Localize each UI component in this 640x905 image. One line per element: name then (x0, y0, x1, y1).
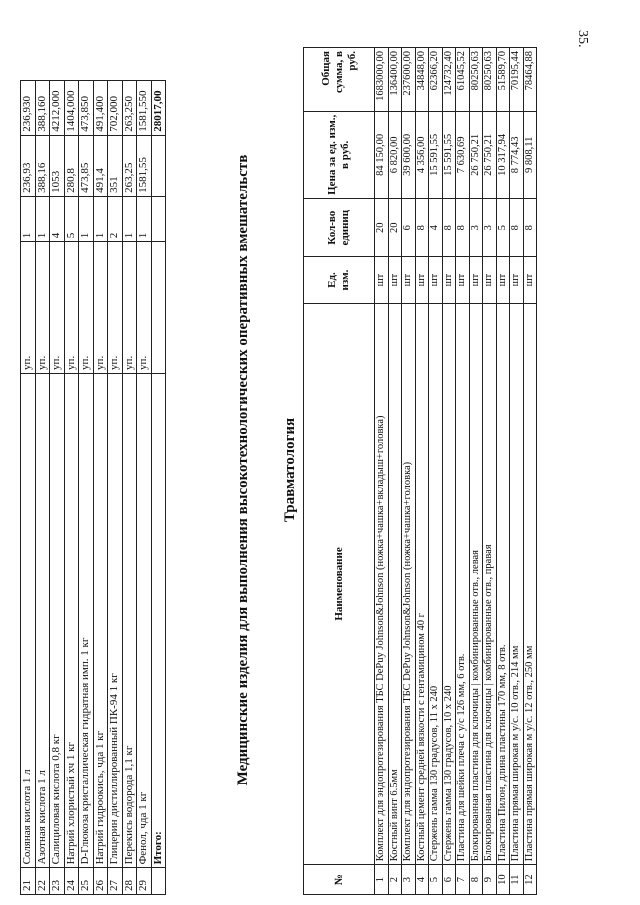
row-num: 8 (469, 865, 483, 895)
row-qty: 1 (122, 196, 137, 241)
table-row (402, 48, 416, 895)
row-num: 6 (442, 865, 456, 895)
row-name: Блокированная пластина для ключицы | комбинированные отв., левая (469, 303, 483, 865)
row-qty: 20 (375, 198, 389, 257)
row-name: Стержень гамма 130 градусов, 11 х 240 (429, 303, 443, 865)
row-unit: шт (469, 257, 483, 303)
row-qty: 8 (510, 198, 524, 257)
row-num: 24 (64, 868, 79, 895)
row-qty: 8 (442, 198, 456, 257)
row-num: 26 (93, 868, 108, 895)
row-unit: шт (402, 257, 416, 303)
row-price: 263,25 (122, 135, 137, 196)
row-num: 11 (510, 865, 524, 895)
row-unit: уп. (93, 242, 108, 374)
row-price: 26 750,21 (469, 111, 483, 198)
total-row (151, 81, 166, 895)
row-sum: 263,250 (122, 81, 137, 136)
row-sum: 4212,000 (50, 81, 65, 136)
total-label: Итого: (151, 373, 166, 867)
row-sum: 236,930 (21, 81, 36, 136)
row-price: 351 (108, 135, 123, 196)
row-unit: уп. (122, 242, 137, 374)
table-row (375, 48, 389, 895)
header-qty: Кол-во единиц (304, 198, 375, 257)
row-name: Пластина прямая широкая м у/с. 12 отв., 250 мм (523, 303, 537, 865)
total-empty (151, 868, 166, 895)
row-num: 28 (122, 868, 137, 895)
reagents-table (20, 80, 166, 895)
row-sum: 78464,88 (523, 48, 537, 112)
row-num: 7 (456, 865, 470, 895)
section-subheading: Травматология (282, 417, 298, 523)
header-price: Цена за ед. изм., в руб. (304, 111, 375, 198)
row-name: Блокированная пластина для ключицы | комбинированные отв., правая (483, 303, 497, 865)
row-price: 473,85 (79, 135, 94, 196)
header-name: Наименование (304, 303, 375, 865)
row-price: 491,4 (93, 135, 108, 196)
row-qty: 4 (50, 196, 65, 241)
row-unit: шт (388, 257, 402, 303)
total-value: 28017,00 (151, 81, 166, 136)
table-row (496, 48, 510, 895)
table-row (523, 48, 537, 895)
row-price: 8 774,43 (510, 111, 524, 198)
row-name: Пластина прямая широкая м у/с. 10 отв., 214 мм (510, 303, 524, 865)
row-name: Комплект для эндопротезирования ТБС DePuy Johnson&Johnson (ножка+чашка+головка) (402, 303, 416, 865)
row-num: 22 (35, 868, 50, 895)
table-row (50, 81, 65, 895)
row-sum: 34848,00 (415, 48, 429, 112)
row-qty: 3 (483, 198, 497, 257)
row-name: Салициловая кислота 0,8 кг (50, 373, 65, 867)
rotated-page-content (20, 15, 640, 895)
row-name: Фенол, чда 1 кг (137, 373, 152, 867)
row-sum: 1683000,00 (375, 48, 389, 112)
table-row (108, 81, 123, 895)
row-unit: уп. (137, 242, 152, 374)
row-sum: 51589,70 (496, 48, 510, 112)
row-num: 27 (108, 868, 123, 895)
row-num: 2 (388, 865, 402, 895)
row-unit: уп. (21, 242, 36, 374)
row-name: Пластина Пилон, длина пластины 170 мм, 8 отв. (496, 303, 510, 865)
row-name: D-Глюкоза кристаллическая гидратная имп. 1 кг (79, 373, 94, 867)
row-unit: шт (456, 257, 470, 303)
row-qty: 1 (93, 196, 108, 241)
row-qty: 4 (429, 198, 443, 257)
table-header-row (304, 48, 375, 895)
row-qty: 1 (137, 196, 152, 241)
row-sum: 702,000 (108, 81, 123, 136)
row-sum: 1581,550 (137, 81, 152, 136)
row-unit: шт (496, 257, 510, 303)
row-unit: шт (510, 257, 524, 303)
row-price: 280,8 (64, 135, 79, 196)
row-name: Перекись водорода 1,1 кг (122, 373, 137, 867)
row-unit: уп. (50, 242, 65, 374)
row-sum: 473,850 (79, 81, 94, 136)
row-price: 15 591,55 (429, 111, 443, 198)
header-unit: Ед. изм. (304, 257, 375, 303)
row-num: 4 (415, 865, 429, 895)
row-unit: шт (415, 257, 429, 303)
row-price: 39 600,00 (402, 111, 416, 198)
table-row (510, 48, 524, 895)
row-num: 21 (21, 868, 36, 895)
row-name: Костный винт 6.5мм (388, 303, 402, 865)
row-sum: 124732,40 (442, 48, 456, 112)
row-sum: 136400,00 (388, 48, 402, 112)
row-unit: шт (429, 257, 443, 303)
row-price: 236,93 (21, 135, 36, 196)
total-empty (151, 196, 166, 241)
row-num: 23 (50, 868, 65, 895)
row-price: 1581,55 (137, 135, 152, 196)
table-row (137, 81, 152, 895)
row-qty: 5 (496, 198, 510, 257)
row-sum: 62366,20 (429, 48, 443, 112)
row-unit: уп. (79, 242, 94, 374)
section-heading: Медицинские изделия для выполнения высокотехнологических оперативных вмешательств (235, 154, 251, 786)
row-sum: 70195,44 (510, 48, 524, 112)
row-price: 388,16 (35, 135, 50, 196)
row-name: Глицерин дистиллированный ПК-94 1 кг (108, 373, 123, 867)
row-num: 9 (483, 865, 497, 895)
table-row (79, 81, 94, 895)
row-price: 10 317,94 (496, 111, 510, 198)
header-num: № (304, 865, 375, 895)
row-unit: уп. (108, 242, 123, 374)
row-qty: 1 (79, 196, 94, 241)
row-num: 3 (402, 865, 416, 895)
row-name: Натрий хлористый хч 1 кг (64, 373, 79, 867)
row-qty: 8 (456, 198, 470, 257)
row-num: 5 (429, 865, 443, 895)
row-unit: уп. (64, 242, 79, 374)
row-name: Костный цемент средней вязкости с гентамицином 40 г (415, 303, 429, 865)
row-price: 1053 (50, 135, 65, 196)
row-qty: 6 (402, 198, 416, 257)
row-num: 12 (523, 865, 537, 895)
row-name: Соляная кислота 1 л (21, 373, 36, 867)
table-row (93, 81, 108, 895)
row-unit: шт (523, 257, 537, 303)
row-unit: шт (442, 257, 456, 303)
row-qty: 20 (388, 198, 402, 257)
page-number: 35. (575, 30, 590, 48)
row-sum: 61045,52 (456, 48, 470, 112)
row-sum: 80250,63 (483, 48, 497, 112)
total-empty (151, 135, 166, 196)
row-price: 6 820,00 (388, 111, 402, 198)
row-sum: 237600,00 (402, 48, 416, 112)
row-num: 29 (137, 868, 152, 895)
table-row (483, 48, 497, 895)
row-sum: 491,400 (93, 81, 108, 136)
header-sum: Общая сумма, в руб. (304, 48, 375, 112)
row-name: Комплект для эндопротезирования ТБС DePuy Johnson&Johnson (ножка+чашка+вкладыш+головка) (375, 303, 389, 865)
row-unit: шт (375, 257, 389, 303)
row-price: 84 150,00 (375, 111, 389, 198)
table-row (122, 81, 137, 895)
row-num: 1 (375, 865, 389, 895)
total-empty (151, 242, 166, 374)
table-row (21, 81, 36, 895)
row-price: 7 630,69 (456, 111, 470, 198)
table-row (35, 81, 50, 895)
row-price: 9 808,11 (523, 111, 537, 198)
row-name: Стержень гамма 130 градусов, 10 х 240 (442, 303, 456, 865)
row-price: 4 356,00 (415, 111, 429, 198)
row-sum: 80250,63 (469, 48, 483, 112)
table-row (456, 48, 470, 895)
row-name: Азотная кислота 1 л (35, 373, 50, 867)
table-row (429, 48, 443, 895)
row-qty: 3 (469, 198, 483, 257)
row-num: 25 (79, 868, 94, 895)
table-row (64, 81, 79, 895)
table-row (415, 48, 429, 895)
row-num: 10 (496, 865, 510, 895)
row-qty: 1 (21, 196, 36, 241)
row-qty: 8 (415, 198, 429, 257)
row-unit: уп. (35, 242, 50, 374)
row-qty: 2 (108, 196, 123, 241)
row-qty: 5 (64, 196, 79, 241)
row-qty: 1 (35, 196, 50, 241)
row-name: Натрий гидроокись, чда 1 кг (93, 373, 108, 867)
row-price: 15 591,55 (442, 111, 456, 198)
row-qty: 8 (523, 198, 537, 257)
table-row (469, 48, 483, 895)
table-row (388, 48, 402, 895)
row-price: 26 750,21 (483, 111, 497, 198)
row-sum: 1404,000 (64, 81, 79, 136)
row-name: Пластина для шейки плеча с у/с 126 мм, 6 отв. (456, 303, 470, 865)
row-sum: 388,160 (35, 81, 50, 136)
implants-table (303, 47, 537, 895)
table-row (442, 48, 456, 895)
row-unit: шт (483, 257, 497, 303)
